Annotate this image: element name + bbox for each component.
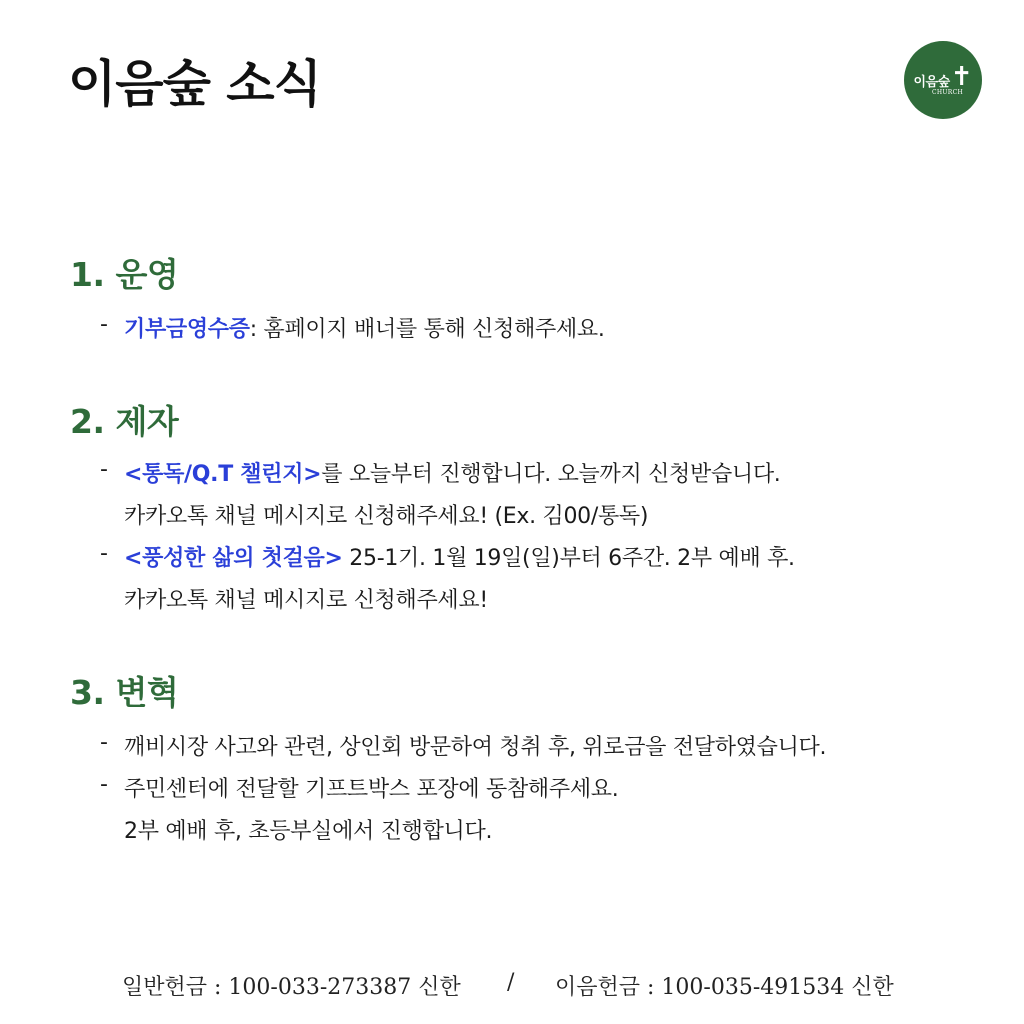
logo-text: 이음숲 <box>913 74 950 90</box>
bullet-dash: - <box>100 312 108 337</box>
highlight-text: <풍성한 삶의 첫걸음> <box>124 546 343 571</box>
general-offering-account: 일반헌금 : 100-033-273387 신한 <box>122 975 461 1000</box>
section-heading-operation: 1. 운영 <box>70 255 179 294</box>
item-continuation-text: 2부 예배 후, 초등부실에서 진행합니다. <box>124 819 493 844</box>
ieum-offering-account: 이음헌금 : 100-035-491534 신한 <box>555 975 894 1000</box>
section-heading-discipleship: 2. 제자 <box>70 402 179 441</box>
footer-separator: / <box>507 970 515 995</box>
item-continuation-text: 카카오톡 채널 메시지로 신청해주세요! <box>124 588 488 613</box>
item-text: 깨비시장 사고와 관련, 상인회 방문하여 청취 후, 위로금을 전달하였습니다. <box>124 735 827 760</box>
bullet-dash: - <box>100 772 108 797</box>
highlight-text: 기부금영수증 <box>124 317 250 342</box>
item-text: 주민센터에 전달할 기프트박스 포장에 동참해주세요. <box>124 777 619 802</box>
bullet-dash: - <box>100 457 108 482</box>
item-text: : 홈페이지 배너를 통해 신청해주세요. <box>249 317 605 342</box>
logo-subtext: CHURCH <box>932 89 964 96</box>
bullet-dash: - <box>100 541 108 566</box>
highlight-text: <통독/Q.T 챌린지> <box>124 462 322 487</box>
church-logo <box>904 41 982 119</box>
page-title: 이음숲 소식 <box>68 55 321 113</box>
section-heading-transformation: 3. 변혁 <box>70 673 179 712</box>
bullet-dash: - <box>100 730 108 755</box>
cross-icon: ✝ <box>950 62 973 92</box>
item-text: 25-1기. 1월 19일(일)부터 6주간. 2부 예배 후. <box>342 546 795 571</box>
item-text: 를 오늘부터 진행합니다. 오늘까지 신청받습니다. <box>321 462 781 487</box>
item-continuation-text: 카카오톡 채널 메시지로 신청해주세요! (Ex. 김00/통독) <box>124 504 649 529</box>
